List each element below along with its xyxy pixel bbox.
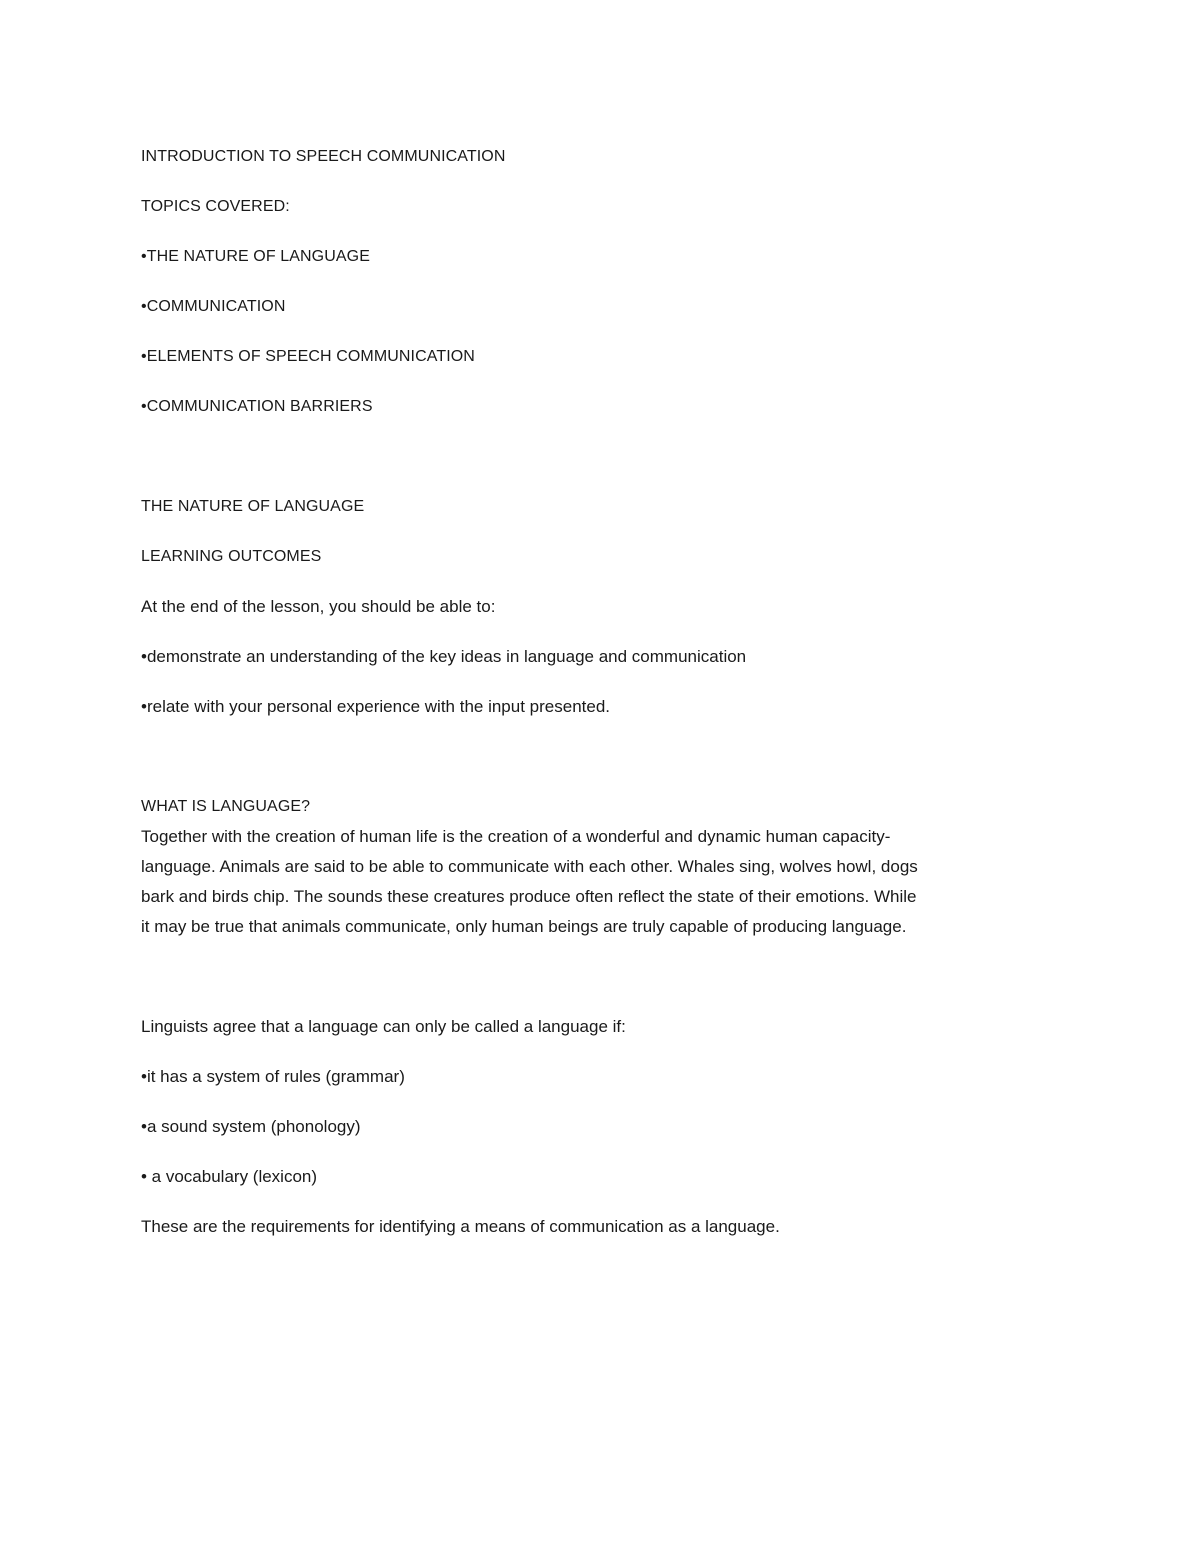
topic-item: •THE NATURE OF LANGUAGE <box>141 248 370 265</box>
paragraph-line: Together with the creation of human life is the creation of a wonderful and dynamic human capacity- <box>141 827 891 846</box>
outcomes-intro: At the end of the lesson, you should be able to: <box>141 597 496 616</box>
paragraph-line: it may be true that animals communicate, only human beings are truly capable of producing language. <box>141 917 907 936</box>
question-heading: WHAT IS LANGUAGE? <box>141 798 311 815</box>
topic-item: •COMMUNICATION <box>141 298 286 315</box>
language-paragraph <box>141 822 1056 942</box>
topic-item: •ELEMENTS OF SPEECH COMMUNICATION <box>141 348 475 365</box>
closing-sentence: These are the requirements for identifying a means of communication as a language. <box>141 1217 780 1236</box>
outcome-item: •relate with your personal experience with the input presented. <box>141 697 611 716</box>
criteria-item: •it has a system of rules (grammar) <box>141 1067 405 1086</box>
topic-item: •COMMUNICATION BARRIERS <box>141 398 373 415</box>
paragraph-line: bark and birds chip. The sounds these creatures produce often reflect the state of their emotions. While <box>141 887 917 906</box>
document-title: INTRODUCTION TO SPEECH COMMUNICATION <box>141 148 506 165</box>
criteria-item: • a vocabulary (lexicon) <box>141 1167 318 1186</box>
criteria-item: •a sound system (phonology) <box>141 1117 361 1136</box>
section-title: THE NATURE OF LANGUAGE <box>141 498 365 515</box>
document-content <box>141 142 1061 1242</box>
outcome-item: •demonstrate an understanding of the key ideas in language and communication <box>141 647 747 666</box>
outcomes-heading: LEARNING OUTCOMES <box>141 548 322 565</box>
topics-heading: TOPICS COVERED: <box>141 198 290 215</box>
paragraph-line: language. Animals are said to be able to communicate with each other. Whales sing, wolves howl, dogs <box>141 857 918 876</box>
criteria-intro: Linguists agree that a language can only be called a language if: <box>141 1017 626 1036</box>
